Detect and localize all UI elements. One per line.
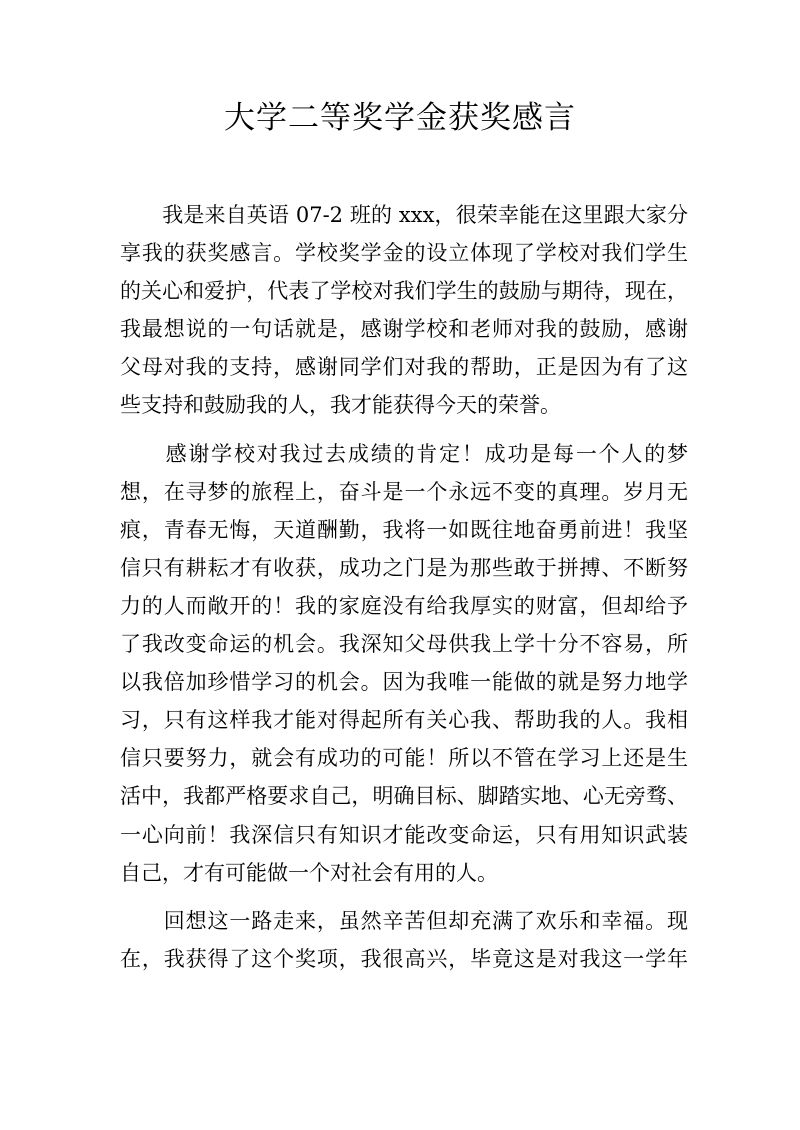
document-body [120,196,688,978]
paragraph-3 [120,902,688,978]
text-line: 信只有耕耘才有收获，成功之门是为那些敢于拼搏、不断努 [120,555,688,580]
text-line: 的关心和爱护，代表了学校对我们学生的鼓励与期待，现在， [120,279,688,304]
text-line: 父母对我的支持，感谢同学们对我的帮助，正是因为有了这 [120,355,688,380]
text-line: 活中，我都严格要求自己，明确目标、脚踏实地、心无旁骛、 [120,784,688,809]
paragraph-2 [120,435,688,892]
paragraph-1 [120,196,688,425]
text-line: 我是来自英语 07-2 班的 xxx，很荣幸能在这里跟大家分 [120,203,688,227]
text-line: 我最想说的一句话就是，感谢学校和老师对我的鼓励，感谢 [120,317,688,342]
text-line: 痕，青春无悔，天道酬勤，我将一如既往地奋勇前进！我坚 [120,517,688,542]
paragraph-spacer [120,892,688,902]
text-line: 了我改变命运的机会。我深知父母供我上学十分不容易，所 [120,632,688,657]
document-title: 大学二等奖学金获奖感言 [224,100,576,136]
text-line: 信只要努力，就会有成功的可能！所以不管在学习上还是生 [120,746,688,771]
text-line: 以我倍加珍惜学习的机会。因为我唯一能做的就是努力地学 [120,670,688,695]
text-line: 一心向前！我深信只有知识才能改变命运，只有用知识武装 [120,822,688,847]
paragraph-spacer [120,425,688,435]
text-line: 回想这一路走来，虽然辛苦但却充满了欢乐和幸福。现 [120,908,688,933]
text-line: 享我的获奖感言。学校奖学金的设立体现了学校对我们学生 [120,241,688,266]
text-line: 在，我获得了这个奖项，我很高兴，毕竟这是对我这一学年 [120,946,688,971]
text-line: 感谢学校对我过去成绩的肯定！成功是每一个人的梦 [120,441,688,466]
text-line: 习，只有这样我才能对得起所有关心我、帮助我的人。我相 [120,708,688,733]
text-line: 想，在寻梦的旅程上，奋斗是一个永远不变的真理。岁月无 [120,479,688,504]
text-line: 自己，才有可能做一个对社会有用的人。 [120,860,498,885]
text-line: 些支持和鼓励我的人，我才能获得今天的荣誉。 [120,393,561,418]
text-line: 力的人而敞开的！我的家庭没有给我厚实的财富，但却给予 [120,593,688,618]
